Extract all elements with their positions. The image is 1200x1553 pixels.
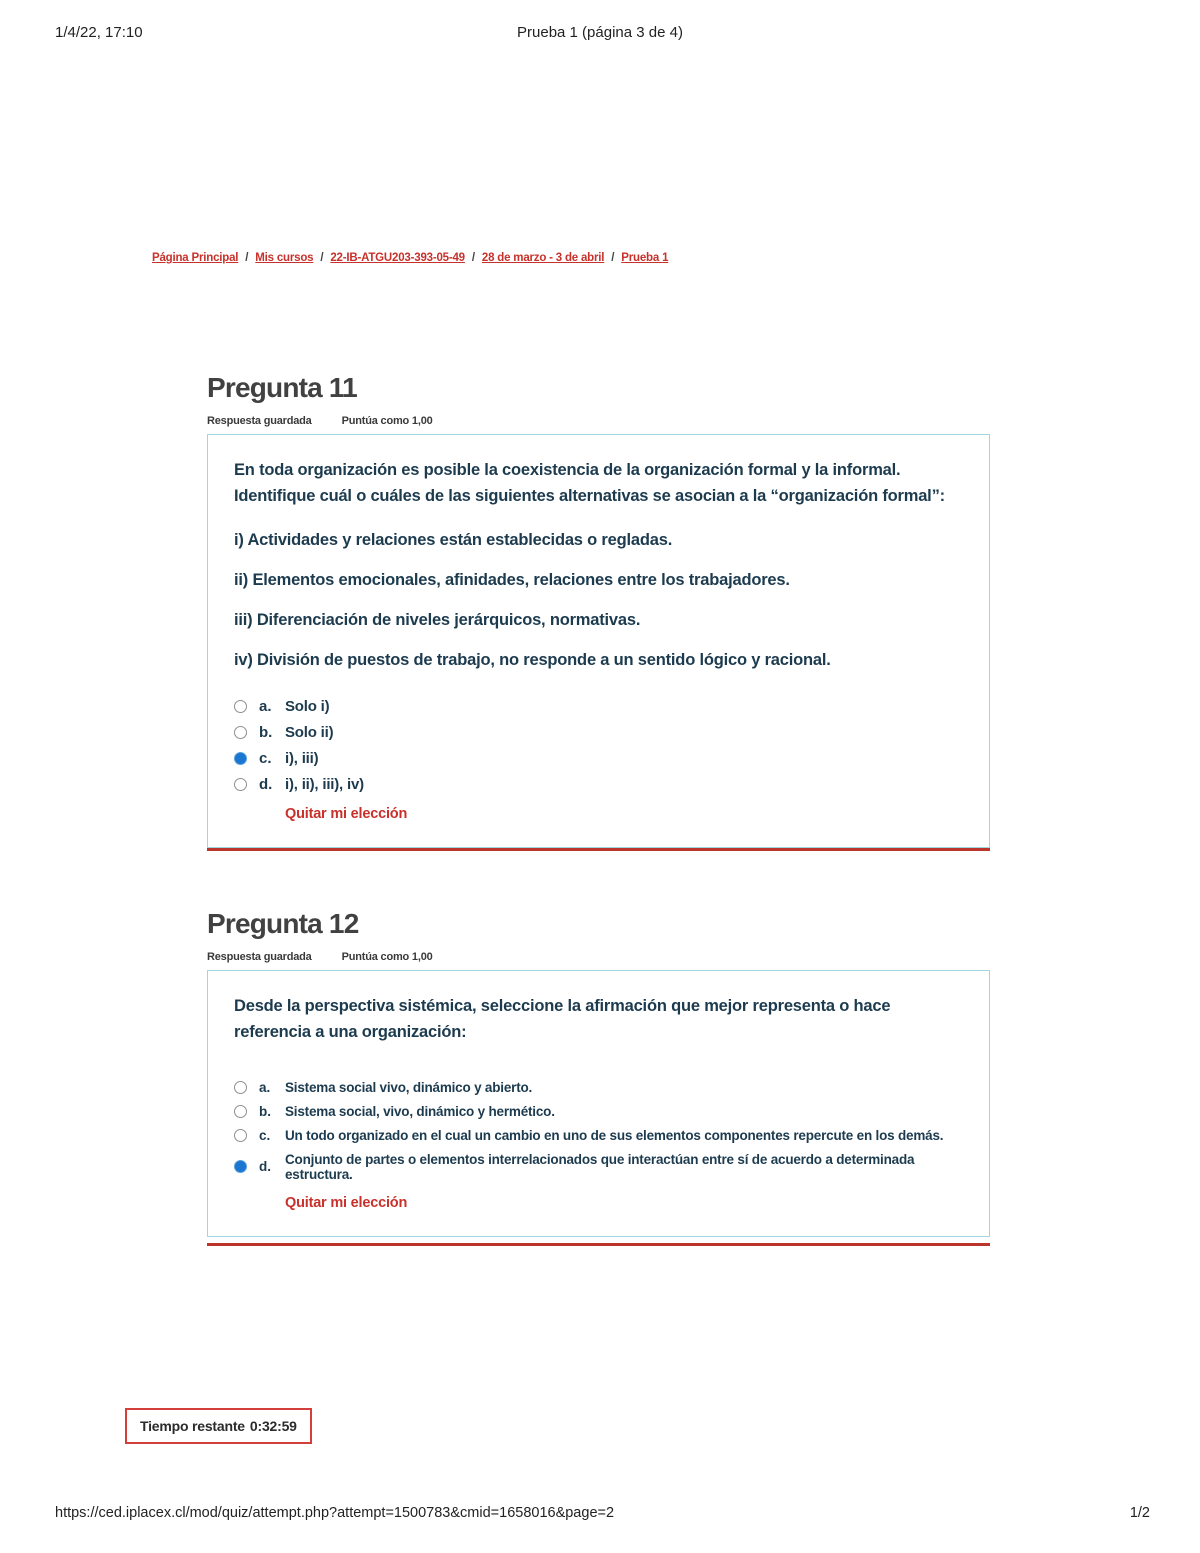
- option-label: Conjunto de partes o elementos interrelacionados que interactúan entre sí de acuerdo a determinada estructura.: [285, 1151, 915, 1182]
- time-remaining-value: 0:32:59: [249, 1418, 297, 1434]
- breadcrumb-link-section[interactable]: 28 de marzo - 3 de abril: [481, 252, 605, 264]
- print-footer-url: https://ced.iplacex.cl/mod/quiz/attempt.php?attempt=1500783&cmid=1658016&page=2: [55, 1505, 615, 1521]
- radio-icon[interactable]: [234, 726, 247, 739]
- print-datetime: 1/4/22, 17:10: [55, 24, 143, 41]
- answer-option-d[interactable]: [234, 1152, 963, 1182]
- question-title: Pregunta 11: [207, 372, 357, 403]
- breadcrumb-separator: /: [471, 252, 475, 264]
- option-letter: c.: [259, 1127, 271, 1143]
- radio-icon[interactable]: [234, 1129, 247, 1142]
- option-letter: b.: [259, 1103, 271, 1119]
- breadcrumb-link-home[interactable]: Página Principal: [152, 252, 239, 264]
- option-letter: d.: [259, 1159, 271, 1175]
- page-title: Prueba 1 (página 3 de 4): [517, 24, 683, 41]
- option-label: i), ii), iii), iv): [285, 775, 364, 793]
- answer-option-d[interactable]: [234, 776, 963, 793]
- question-item-i: i) Actividades y relaciones están establecidas o regladas.: [234, 530, 673, 549]
- radio-icon[interactable]: [234, 700, 247, 713]
- breadcrumb-separator: /: [611, 252, 615, 264]
- breadcrumb-link-quiz[interactable]: Prueba 1: [621, 252, 669, 264]
- answer-option-b[interactable]: [234, 1104, 963, 1119]
- question-item-iii: iii) Diferenciación de niveles jerárquicos, normativas.: [234, 610, 641, 629]
- question-meta: [207, 951, 990, 963]
- question-meta: [207, 415, 990, 427]
- breadcrumb-link-course[interactable]: 22-IB-ATGU203-393-05-49: [330, 252, 465, 264]
- print-footer-page: 1/2: [1129, 1505, 1150, 1521]
- option-letter: a.: [259, 1079, 271, 1095]
- option-letter: c.: [259, 749, 272, 767]
- clear-choice-link[interactable]: Quitar mi elección: [285, 805, 408, 822]
- answer-option-a[interactable]: [234, 698, 963, 715]
- answer-option-c[interactable]: [234, 750, 963, 767]
- breadcrumb-link-my-courses[interactable]: Mis cursos: [255, 252, 314, 264]
- option-letter: b.: [259, 723, 273, 741]
- question-block-12: [207, 908, 990, 1237]
- question-text: En toda organización es posible la coexistencia de la organización formal y la informal. Identifique cuál o cuáles de las siguientes alternativas se asocian a la “organización formal”:: [234, 461, 945, 506]
- question-box: [207, 434, 990, 848]
- breadcrumb-separator: /: [320, 252, 324, 264]
- question-points: Puntúa como 1,00: [341, 415, 433, 427]
- radio-icon[interactable]: [234, 1160, 247, 1173]
- breadcrumb: [152, 252, 668, 264]
- answer-option-b[interactable]: [234, 724, 963, 741]
- radio-icon[interactable]: [234, 1081, 247, 1094]
- option-label: Un todo organizado en el cual un cambio en uno de sus elementos componentes repercute en los demás.: [285, 1127, 944, 1143]
- answer-option-a[interactable]: [234, 1080, 963, 1095]
- question-points: Puntúa como 1,00: [341, 951, 433, 963]
- option-label: i), iii): [285, 749, 319, 767]
- answer-status: Respuesta guardada: [207, 951, 312, 963]
- question-block-11: [207, 372, 990, 848]
- clear-choice-link[interactable]: Quitar mi elección: [285, 1194, 408, 1211]
- option-letter: d.: [259, 775, 273, 793]
- option-label: Sistema social vivo, dinámico y abierto.: [285, 1079, 533, 1095]
- answer-option-c[interactable]: [234, 1128, 963, 1143]
- section-divider: [207, 848, 990, 851]
- option-label: Sistema social, vivo, dinámico y hermético.: [285, 1103, 555, 1119]
- time-remaining-box: [125, 1408, 312, 1444]
- question-item-ii: ii) Elementos emocionales, afinidades, relaciones entre los trabajadores.: [234, 570, 790, 589]
- option-label: Solo i): [285, 697, 330, 715]
- option-label: Solo ii): [285, 723, 334, 741]
- answer-options: [234, 698, 963, 823]
- answer-options: [234, 1080, 963, 1212]
- radio-icon[interactable]: [234, 1105, 247, 1118]
- question-box: [207, 970, 990, 1237]
- answer-status: Respuesta guardada: [207, 415, 312, 427]
- radio-icon[interactable]: [234, 778, 247, 791]
- question-text: Desde la perspectiva sistémica, seleccione la afirmación que mejor representa o hace referencia a una organización:: [234, 997, 891, 1042]
- section-divider: [207, 1243, 990, 1246]
- breadcrumb-separator: /: [245, 252, 249, 264]
- radio-icon[interactable]: [234, 752, 247, 765]
- question-title: Pregunta 12: [207, 908, 359, 939]
- time-remaining-label: Tiempo restante: [140, 1418, 245, 1434]
- option-letter: a.: [259, 697, 272, 715]
- question-item-iv: iv) División de puestos de trabajo, no responde a un sentido lógico y racional.: [234, 650, 831, 669]
